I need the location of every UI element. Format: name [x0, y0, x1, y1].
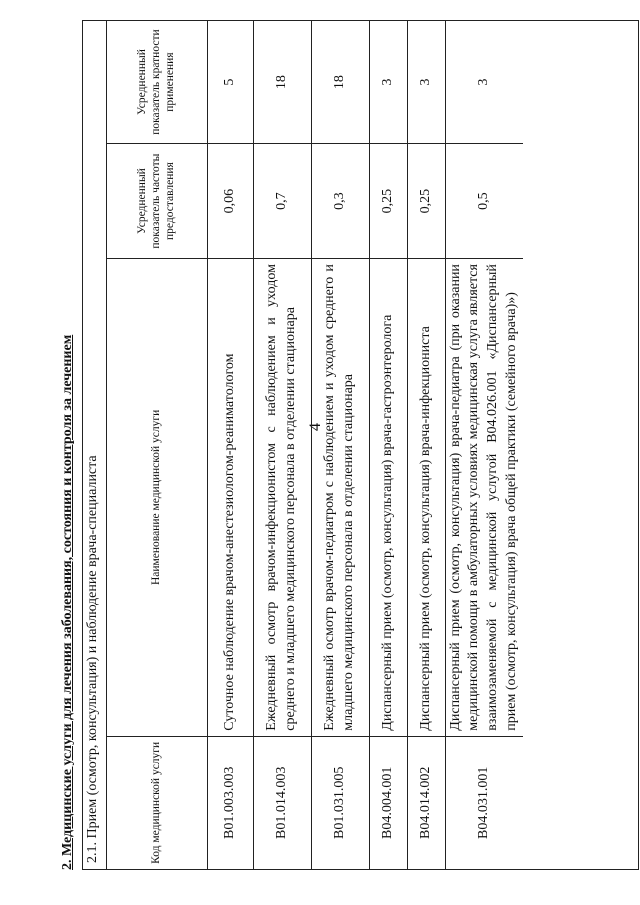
cell-freq: 0,06: [207, 144, 253, 259]
cell-mult: 5: [207, 21, 253, 144]
cell-mult: 3: [445, 21, 523, 144]
table-header-row: [107, 21, 207, 869]
page-number: 4: [307, 423, 324, 431]
rotated-page-content: [60, 10, 640, 870]
cell-name: Диспансерный прием (осмотр, консультация) врача-инфекциониста: [407, 259, 445, 737]
table-row: [369, 21, 407, 869]
services-table-frame: [82, 20, 639, 870]
cell-freq: 0,25: [369, 144, 407, 259]
cell-freq: 0,3: [311, 144, 369, 259]
cell-code: B04.031.001: [445, 736, 523, 869]
cell-mult: 18: [311, 21, 369, 144]
cell-name: Диспансерный прием (осмотр, консультация) врача-гастроэнтеролога: [369, 259, 407, 737]
header-freq: Усредненный показатель частоты предоставления: [107, 144, 207, 259]
subsection-title: 2.1. Прием (осмотр, консультация) и наблюдение врача-специалиста: [83, 21, 107, 869]
cell-mult: 18: [253, 21, 311, 144]
header-code: Код медицинской услуги: [107, 736, 207, 869]
header-mult: Усредненный показатель кратности применения: [107, 21, 207, 144]
table-row: [407, 21, 445, 869]
cell-freq: 0,5: [445, 144, 523, 259]
cell-name: Суточное наблюдение врачом-анестезиологом-реаниматологом: [207, 259, 253, 737]
cell-freq: 0,7: [253, 144, 311, 259]
cell-code: B01.031.005: [311, 736, 369, 869]
table-row: [253, 21, 311, 869]
cell-code: B04.004.001: [369, 736, 407, 869]
cell-name: Ежедневный осмотр врачом-инфекционистом с наблюдением и уходом среднего и младшего медицинского персонала в отделении стационара: [253, 259, 311, 737]
table-row: [207, 21, 253, 869]
section-title: 2. Медицинские услуги для лечения заболевания, состояния и контроля за лечением: [60, 334, 75, 870]
table-row: [311, 21, 369, 869]
table-row: [445, 21, 523, 869]
cell-code: B01.003.003: [207, 736, 253, 869]
cell-code: B04.014.002: [407, 736, 445, 869]
services-table: [107, 21, 523, 869]
cell-freq: 0,25: [407, 144, 445, 259]
cell-name: Ежедневный осмотр врачом-педиатром с наблюдением и уходом среднего и младшего медицинского персонала в отделении стационара: [311, 259, 369, 737]
cell-mult: 3: [407, 21, 445, 144]
header-name: Наименование медицинской услуги: [107, 259, 207, 737]
cell-name: Диспансерный прием (осмотр, консультация) врача-педиатра (при оказании медицинской помощи в амбулаторных условиях медицинская услуга является взаимозаменяемой с медицинской услугой B04.026.001 «Диспансерный прием (осмотр, консультация) врача общей практики (семейного врача)»): [445, 259, 523, 737]
cell-mult: 3: [369, 21, 407, 144]
cell-code: B01.014.003: [253, 736, 311, 869]
